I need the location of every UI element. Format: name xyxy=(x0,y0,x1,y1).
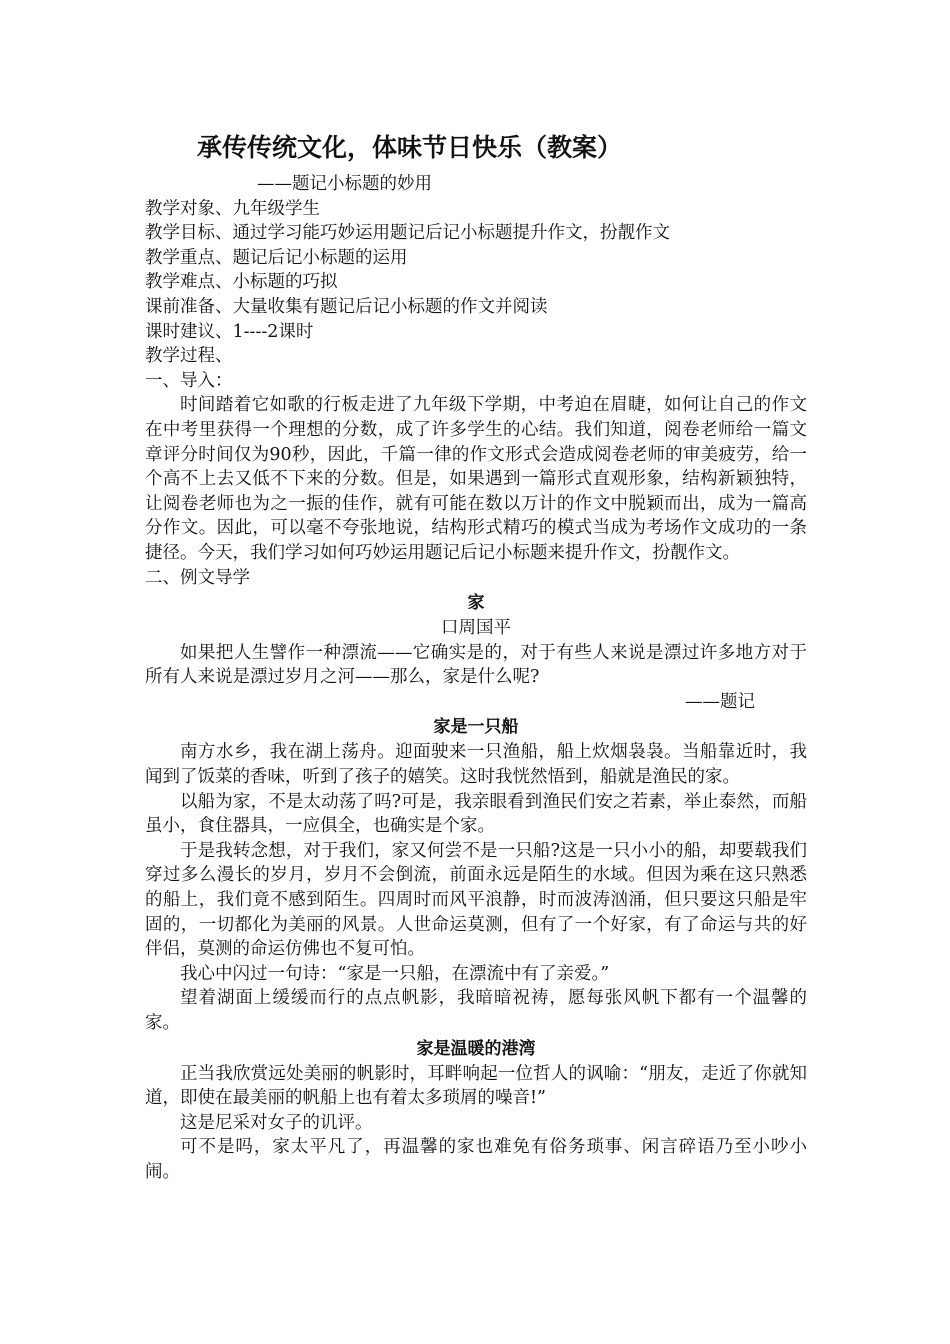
section-heading-example: 二、例文导学 xyxy=(145,567,250,588)
essay-paragraph: 望着湖面上缓缓而行的点点帆影，我暗暗祝祷，愿每张风帆下都有一个温馨的家。 xyxy=(145,988,807,1033)
essay-paragraph: 以船为家，不是太动荡了吗?可是，我亲眼看到渔民们安之若素，举止泰然，而船虽小，食住器具，一应俱全，也确实是个家。 xyxy=(145,791,807,837)
document-page xyxy=(145,130,807,1185)
section-heading-intro: 一、导入： xyxy=(145,370,233,391)
info-preparation: 课前准备、大量收集有题记后记小标题的作文并阅读 xyxy=(145,296,548,317)
document-subtitle: ——题记小标题的妙用 xyxy=(257,174,432,194)
essay-paragraph: 于是我转念想，对于我们，家又何尝不是一只船?这是一只小小的船，却要载我们穿过多么漫长的岁月，岁月不会倒流，前面永远是陌生的水域。但因为乘在这只熟悉的船上，我们竟不感到陌生。四周时而风平浪静，时而波涛汹涌，但只要这只船是牢固的，一切都化为美丽的风景。人世命运莫测，但有了一个好家，有了命运与共的好伴侣，莫测的命运仿佛也不复可怕。 xyxy=(145,840,807,960)
info-teaching-difficulty: 教学难点、小标题的巧拟 xyxy=(145,272,338,293)
essay-paragraph: 可不是吗，家太平凡了，再温馨的家也难免有俗务琐事、闲言碎语乃至小吵小闹。 xyxy=(145,1137,807,1182)
essay-paragraph: 这是尼采对女子的讥评。 xyxy=(180,1112,373,1133)
info-class-hours: 课时建议、1----2课时 xyxy=(145,321,314,342)
epigraph-label: ——题记 xyxy=(685,691,755,712)
info-teaching-object: 教学对象、九年级学生 xyxy=(145,198,320,219)
essay-epigraph: 如果把人生譬作一种漂流——它确实是的，对于有些人来说是漂过许多地方对于所有人来说是漂过岁月之河——那么，家是什么呢? xyxy=(145,642,807,688)
essay-title: 家 xyxy=(467,593,485,614)
essay-paragraph: 正当我欣赏远处美丽的帆影时，耳畔响起一位哲人的讽喻：“朋友，走近了你就知道，即使在最美丽的帆船上也有着太多琐屑的噪音!” xyxy=(145,1063,807,1109)
intro-paragraph: 时间踏着它如歌的行板走进了九年级下学期，中考迫在眉睫，如何让自己的作文在中考里获得一个理想的分数，成了许多学生的心结。我们知道，阅卷老师给一篇文章评分时间仅为90秒，因此，千篇一律的作文形式会造成阅卷老师的审美疲劳，给一个高不上去又低不下来的分数。但是，如果遇到一篇形式直观形象，结构新颖独特，让阅卷老师也为之一振的佳作，就有可能在数以万计的作文中脱颖而出，成为一篇高分作文。因此，可以毫不夸张地说，结构形式精巧的模式当成为考场作文成功的一条捷径。今天，我们学习如何巧妙运用题记后记小标题来提升作文，扮靓作文。 xyxy=(145,395,807,563)
document-title: 承传传统文化，体味节日快乐（教案） xyxy=(197,133,623,162)
essay-paragraph: 南方水乡，我在湖上荡舟。迎面驶来一只渔船，船上炊烟袅袅。当船靠近时，我闻到了饭菜的香味，听到了孩子的嬉笑。这时我恍然悟到，船就是渔民的家。 xyxy=(145,742,807,788)
info-teaching-goal: 教学目标、通过学习能巧妙运用题记后记小标题提升作文，扮靓作文 xyxy=(145,223,670,244)
essay-paragraph: 我心中闪过一句诗：“家是一只船，在漂流中有了亲爱。” xyxy=(180,963,610,984)
subheading-harbor: 家是温暖的港湾 xyxy=(416,1038,536,1059)
essay-author: 口周国平 xyxy=(441,618,511,639)
info-teaching-focus: 教学重点、题记后记小标题的运用 xyxy=(145,247,408,268)
info-teaching-process: 教学过程、 xyxy=(145,346,233,367)
subheading-boat: 家是一只船 xyxy=(433,717,519,738)
